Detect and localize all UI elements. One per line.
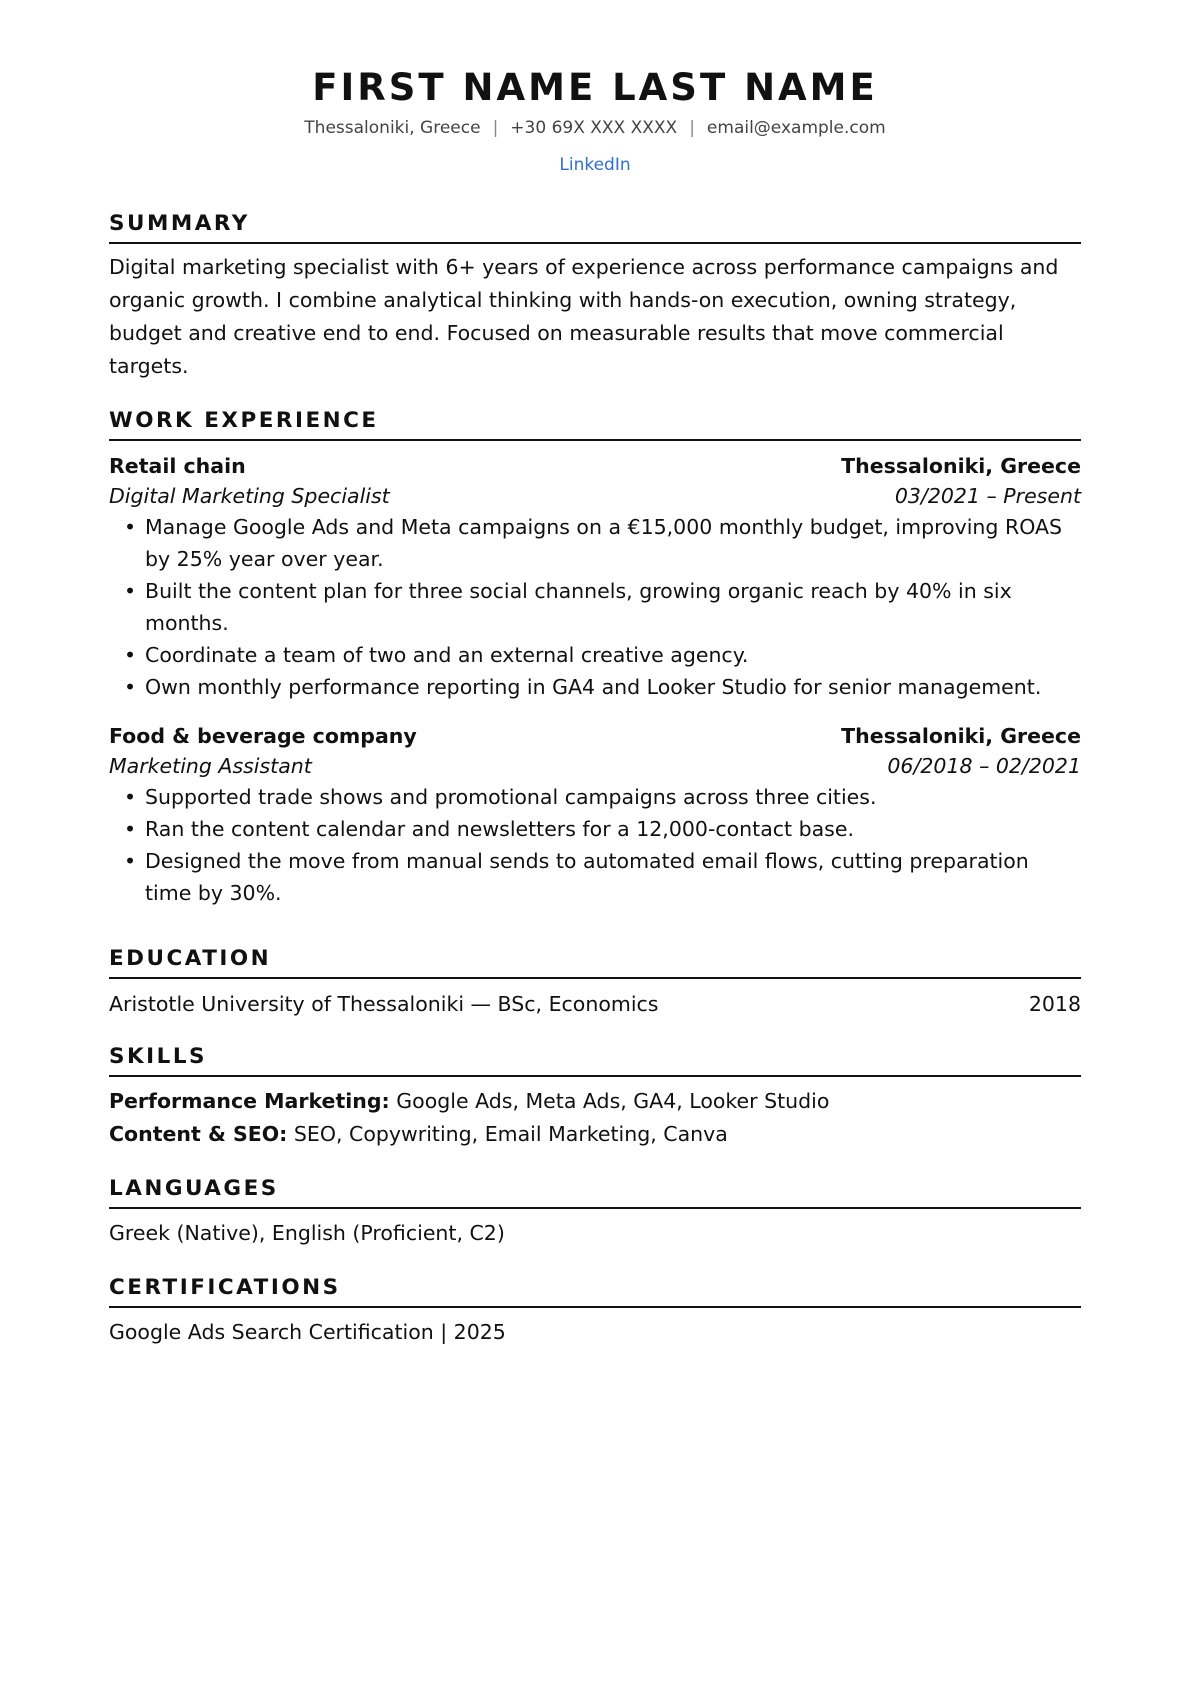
- skills-list: [109, 1085, 1081, 1151]
- separator: |: [492, 118, 499, 138]
- phone-text: +30 69X XXX XXXX: [510, 118, 678, 138]
- section-title-skills: SKILLS: [109, 1043, 1081, 1077]
- section-title-languages: LANGUAGES: [109, 1175, 1081, 1209]
- job-role-row: [109, 481, 1081, 511]
- bullet-item: • Designed the move from manual sends to automated email flows, cutting preparation time by 30%.: [109, 845, 1081, 909]
- certifications-text: Google Ads Search Certification | 2025: [109, 1320, 506, 1344]
- bullet-item: • Supported trade shows and promotional campaigns across three cities.: [109, 781, 1081, 813]
- languages-text: Greek (Native), English (Proficient, C2): [109, 1221, 505, 1245]
- job-entry: [109, 451, 1081, 703]
- bullet-item: • Manage Google Ads and Meta campaigns on a €15,000 monthly budget, improving ROAS by 25% year over year.: [109, 511, 1081, 575]
- experience-section: [109, 407, 1081, 909]
- education-entry: [109, 989, 1081, 1019]
- job-bullets: [109, 781, 1081, 909]
- job-header-row: [109, 451, 1081, 481]
- email-text: email@example.com: [706, 118, 886, 138]
- skill-category: Content & SEO:: [109, 1122, 288, 1146]
- section-title-certifications: CERTIFICATIONS: [109, 1274, 1081, 1308]
- section-title-experience: WORK EXPERIENCE: [109, 407, 1081, 441]
- section-title-summary: SUMMARY: [109, 210, 1081, 244]
- bullet-item: • Ran the content calendar and newsletters for a 12,000-contact base.: [109, 813, 1081, 845]
- link-row: [109, 154, 1081, 176]
- candidate-name: FIRST NAME LAST NAME: [312, 66, 878, 109]
- contact-line: [109, 116, 1081, 140]
- company-name: Food & beverage company: [109, 724, 417, 748]
- education-year: 2018: [1028, 992, 1081, 1016]
- job-bullets: [109, 511, 1081, 703]
- location-text: Thessaloniki, Greece: [304, 118, 481, 138]
- separator: |: [689, 118, 695, 138]
- company-name: Retail chain: [109, 454, 246, 478]
- skill-line: [109, 1118, 1081, 1151]
- education-section: [109, 945, 1081, 1019]
- certifications-section: [109, 1274, 1081, 1349]
- resume-header: [109, 0, 1081, 176]
- job-role: Digital Marketing Specialist: [109, 484, 390, 508]
- section-title-education: EDUCATION: [109, 945, 1081, 979]
- job-location: Thessaloniki, Greece: [841, 724, 1081, 748]
- skill-values: Google Ads, Meta Ads, GA4, Looker Studio: [389, 1089, 830, 1113]
- job-role-row: [109, 751, 1081, 781]
- bullet-item: • Built the content plan for three social channels, growing organic reach by 40% in six months.: [109, 575, 1081, 639]
- job-location: Thessaloniki, Greece: [841, 454, 1081, 478]
- job-dates: 03/2021 – Present: [894, 484, 1081, 508]
- linkedin-link[interactable]: LinkedIn: [559, 155, 631, 175]
- summary-text: Digital marketing specialist with 6+ years of experience across performance campaigns and organic growth. I combine analytical thinking with hands-on execution, owning strategy, budget and creative end to end. Focused on measurable results that move commercial targets.: [109, 255, 1059, 378]
- summary-section: [109, 210, 1081, 383]
- job-entry: [109, 721, 1081, 909]
- education-degree: Aristotle University of Thessaloniki — BSc, Economics: [109, 992, 659, 1016]
- skill-line: [109, 1085, 1081, 1118]
- skill-values: SEO, Copywriting, Email Marketing, Canva: [287, 1122, 728, 1146]
- skill-category: Performance Marketing:: [109, 1089, 390, 1113]
- skills-section: [109, 1043, 1081, 1151]
- bullet-item: • Coordinate a team of two and an external creative agency.: [109, 639, 1081, 671]
- job-header-row: [109, 721, 1081, 751]
- job-role: Marketing Assistant: [109, 754, 312, 778]
- job-dates: 06/2018 – 02/2021: [887, 754, 1081, 778]
- bullet-item: • Own monthly performance reporting in GA4 and Looker Studio for senior management.: [109, 671, 1081, 703]
- languages-section: [109, 1175, 1081, 1250]
